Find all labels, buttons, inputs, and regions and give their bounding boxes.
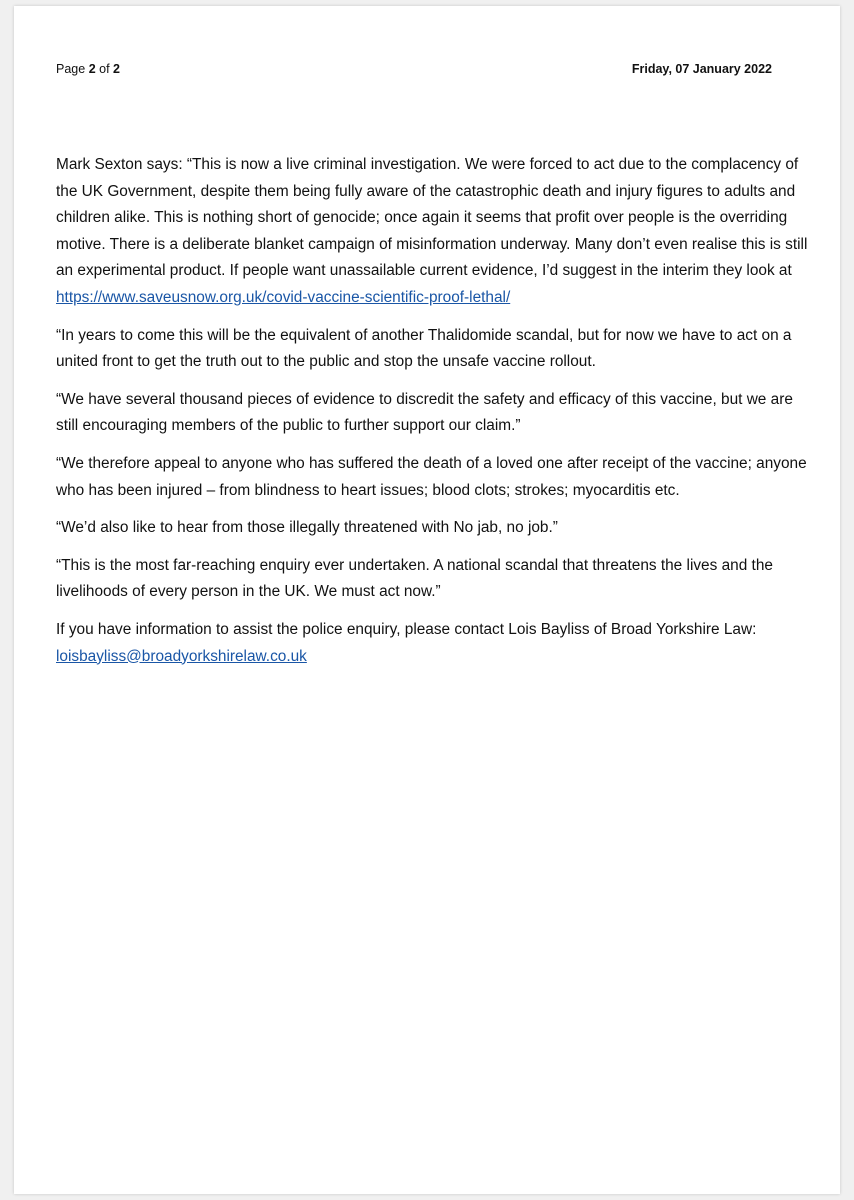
page-number: Page 2 of 2 xyxy=(56,62,120,76)
paragraph: “We therefore appeal to anyone who has suffered the death of a loved one after receipt of the vaccine; anyone who has been injured – from blindness to heart issues; blood clots; strokes; myocarditis etc. xyxy=(56,454,807,499)
contact-email-link[interactable]: loisbayliss@broadyorkshirelaw.co.uk xyxy=(56,647,307,665)
document-body xyxy=(56,152,808,681)
evidence-link[interactable]: https://www.saveusnow.org.uk/covid-vaccine-scientific-proof-lethal/ xyxy=(56,288,511,306)
paragraph: “This is the most far-reaching enquiry ever undertaken. A national scandal that threatens the lives and the livelihoods of every person in the UK. We must act now.” xyxy=(56,556,773,601)
page-header xyxy=(56,62,772,76)
paragraph: “In years to come this will be the equivalent of another Thalidomide scandal, but for now we have to act on a united front to get the truth out to the public and stop the unsafe vaccine rollout. xyxy=(56,326,792,371)
paragraph: “We’d also like to hear from those illegally threatened with No jab, no job.” xyxy=(56,519,558,537)
document-page xyxy=(14,6,840,1194)
paragraph: Mark Sexton says: “This is now a live criminal investigation. We were forced to act due to the complacency of the UK Government, despite them being fully aware of the catastrophic death and injury figures to adults and children alike. This is nothing short of genocide; once again it seems that profit over people is the overriding motive. There is a deliberate blanket campaign of misinformation underway. Many don’t even realise this is still an experimental product. If people want unassailable current evidence, I’d suggest in the interim they look at https://www.saveusnow.org.uk/covid-vaccine-scientific-proof-lethal/ xyxy=(56,156,808,306)
paragraph: If you have information to assist the police enquiry, please contact Lois Bayliss of Broad Yorkshire Law: loisbayliss@broadyorkshirelaw.co.uk xyxy=(56,620,757,665)
header-date: Friday, 07 January 2022 xyxy=(631,62,772,76)
paragraph: “We have several thousand pieces of evidence to discredit the safety and efficacy of this vaccine, but we are still encouraging members of the public to further support our claim.” xyxy=(56,390,793,435)
